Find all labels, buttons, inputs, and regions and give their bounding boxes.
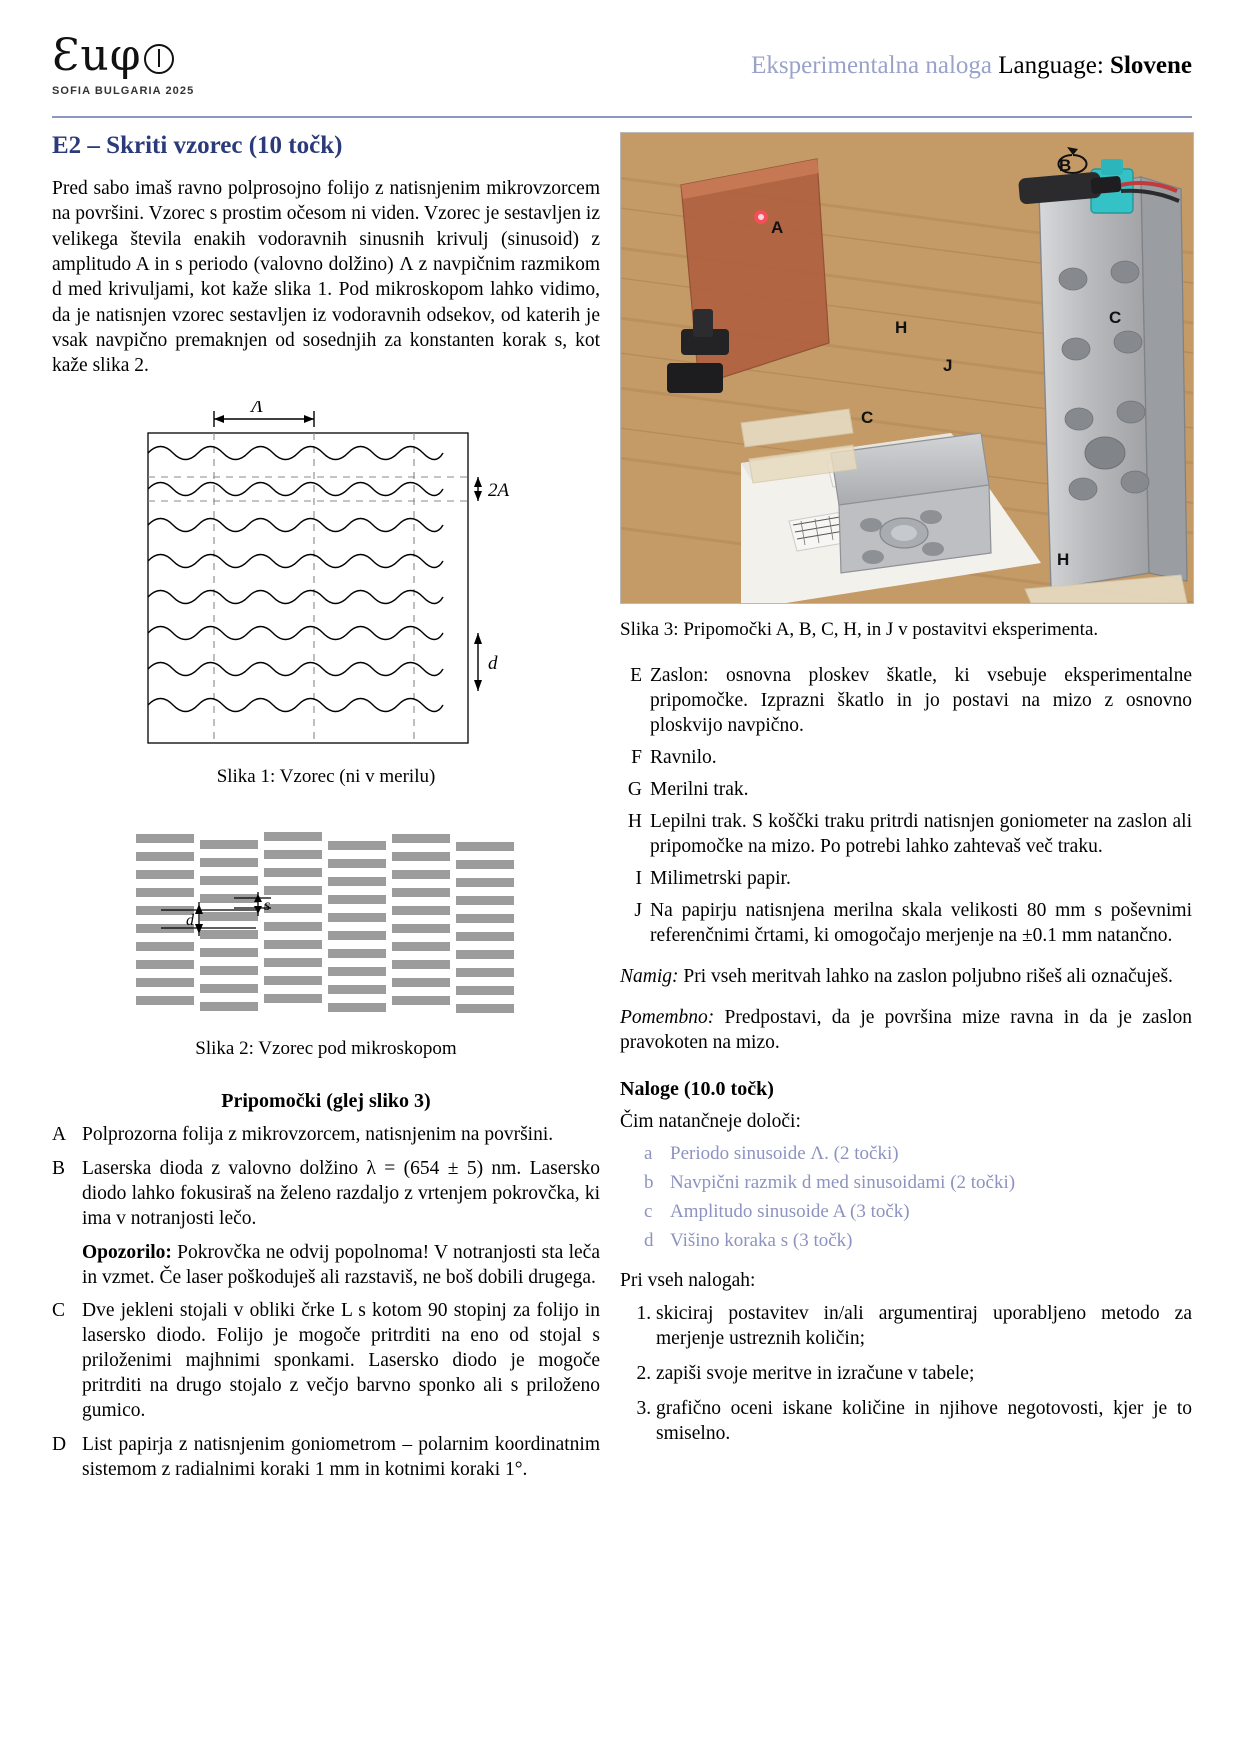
subtask-list (644, 1143, 1192, 1252)
requirement-item: 2. zapiši svoje meritve in izračune v tabele; (656, 1362, 1192, 1387)
figure-2-graphic (126, 828, 526, 1023)
photo-label-h-top: H (895, 318, 908, 337)
list-item (620, 778, 1192, 803)
language-value: Slovene (1110, 52, 1192, 79)
list-item-text: Milimetrski papir. (650, 867, 791, 889)
figure-3-caption: Slika 3: Pripomočki A, B, C, H, in J v postavitvi eksperimenta. (620, 619, 1099, 640)
important-text: Predpostavi, da je površina mize ravna in da je zaslon pravokoten na mizo. (620, 1006, 1193, 1053)
requirement-item: 1. skiciraj postavitev in/ali argumentiraj uporabljeno metodo za merjenje ustreznih količin; (656, 1302, 1192, 1352)
figure-1-label-lambda: Λ (251, 400, 263, 417)
subtask-item (644, 1172, 1192, 1194)
list-item-mark: D (52, 1434, 67, 1456)
tasks-heading: Naloge (10.0 točk) (620, 1077, 774, 1100)
important-block (620, 1006, 1192, 1056)
important-label: Pomembno: (620, 1006, 715, 1028)
logo-subtitle: SOFIA BULGARIA 2025 (52, 85, 195, 97)
logo-glyph (52, 30, 252, 81)
hint-label: Namig: (620, 965, 679, 987)
photo-label-c-right: C (1109, 308, 1122, 327)
photo-label-a: A (771, 218, 784, 237)
figure-1-label-2a: 2A (488, 479, 510, 501)
warning-block (52, 1241, 600, 1291)
logo-ring-icon (144, 44, 174, 74)
list-item (620, 664, 1192, 739)
photo-label-c-paper: C (861, 408, 874, 427)
apparatus-list-right (620, 664, 1192, 949)
list-item (52, 1433, 600, 1483)
list-item-text: Dve jekleni stojali v obliki črke L s kotom 90 stopinj za folijo in lasersko diodo. Folijo je mogoče pritrditi na eno od stojal s priloženimi majhnimi sponkami. Lasersko diodo je mogoče pritrditi na drugo stojalo z večjo barvno sponko ali s priloženo gumico. (82, 1300, 600, 1422)
list-item-mark: A (52, 1123, 67, 1145)
all-tasks-lead: Pri vseh nalogah: (620, 1269, 756, 1291)
subtask-item (644, 1201, 1192, 1223)
list-item-mark: H (627, 811, 642, 833)
list-item-text: Zaslon: osnovna ploskev škatle, ki vsebuje eksperimentalne pripomočke. Izprazni škatlo in jo postavi na mizo z osnovno ploskvijo navpično. (650, 665, 1192, 737)
figure-2-label-s: s (264, 896, 271, 914)
intro-paragraph: Pred sabo imaš ravno polprosojno folijo z natisnjenim mikrovzorcem na površini. Vzorec s prostim očesom ni viden. Vzorec je sestavljen iz velikega števila enakih vodoravnih sinusnih krivulj (sinusoid) z amplitudo A in s periodo (valovno dolžino) Λ z navpičnim razmikom d med krivuljami, kot kaže slika 1. Pod mikroskopom lahko vidimo, da je natisnjen vzorec sestavljen iz vodoravnih odsekov, od katerih je vsak navpično premaknjen od sosednjih za konstanten korak s, kot kaže slika 2. (52, 178, 600, 377)
list-item-mark: C (52, 1300, 66, 1322)
requirements-list (626, 1302, 1192, 1447)
photo-label-h-bottom: H (1057, 550, 1070, 569)
list-item-mark: G (627, 779, 642, 801)
requirement-item: 3. grafično oceni iskane količine in njihove negotovosti, kjer je to smiselno. (656, 1397, 1192, 1447)
subtask-mark: a (644, 1142, 653, 1164)
figure-2 (52, 828, 600, 1060)
list-item-text: Polprozorna folija z mikrovzorcem, natisnjenim na površini. (82, 1123, 554, 1145)
list-item (620, 746, 1192, 771)
tasks-lead: Čim natančneje določi: (620, 1110, 801, 1132)
list-item (620, 810, 1192, 860)
figure-1-label-d: d (488, 652, 498, 674)
logo-text: Ɛuφ (52, 30, 142, 81)
list-item (620, 899, 1192, 949)
logo (52, 30, 252, 97)
exam-label: Eksperimentalna naloga (751, 52, 993, 79)
figure-3-photo (620, 132, 1194, 604)
language-label: Language: (998, 52, 1104, 79)
list-item-mark: F (631, 747, 642, 769)
hint-block (620, 965, 1192, 990)
apparatus-list-left (52, 1123, 600, 1483)
subtask-text: Periodo sinusoide Λ. (2 točki) (670, 1142, 899, 1164)
list-item (620, 867, 1192, 892)
header-rule (52, 116, 1192, 118)
subtask-text: Navpični razmik d med sinusoidami (2 točki) (670, 1171, 1016, 1193)
figure-1 (52, 401, 600, 788)
warning-text: Pokrovčka ne odvij popolnoma! V notranjosti sta leča in vzmet. Če laser poškoduješ ali razstaviš, ne boš dobili drugega. (82, 1241, 600, 1288)
subtask-mark: d (644, 1229, 654, 1251)
list-item-text: Na papirju natisnjena merilna skala velikosti 80 mm s poševnimi referenčnimi črtami, ki omogočajo merjenje na ±0.1 mm natančno. (650, 899, 1192, 946)
photo-label-b: B (1059, 156, 1072, 175)
list-item-text: Merilni trak. (650, 779, 749, 801)
list-item-mark: B (52, 1157, 66, 1179)
list-item-text: List papirja z natisnjenim goniometrom – polarnim koordinatnim sistemom z radialnimi koraki 1 mm in kotnimi koraki 1°. (82, 1434, 600, 1481)
subtask-mark: c (644, 1200, 653, 1222)
figure-3-graphic (621, 133, 1193, 603)
list-item (52, 1123, 600, 1148)
figure-1-graphic (126, 401, 526, 751)
subtask-text: Amplitudo sinusoide A (3 točk) (670, 1200, 910, 1222)
right-column (620, 132, 1192, 1456)
figure-1-caption: Slika 1: Vzorec (ni v merilu) (216, 765, 436, 787)
list-item-mark: E (630, 665, 642, 687)
subtask-text: Višino koraka s (3 točk) (670, 1229, 853, 1251)
figure-2-label-d: d (186, 911, 194, 929)
apparatus-heading: Pripomočki (glej sliko 3) (221, 1089, 431, 1112)
list-item-mark: I (635, 867, 642, 889)
warning-label: Opozorilo: (82, 1241, 172, 1263)
subtask-item (644, 1230, 1192, 1252)
page-header (52, 30, 1192, 114)
page-title: E2 – Skriti vzorec (10 točk) (52, 132, 343, 159)
list-item-text: Lepilni trak. S koščki traku pritrdi natisnjen goniometer na zaslon ali pripomočke na mizo. Po potrebi lahko zahtevaš več traku. (650, 811, 1192, 858)
subtask-mark: b (644, 1171, 654, 1193)
figure-2-caption: Slika 2: Vzorec pod mikroskopom (195, 1037, 457, 1059)
list-item-text: Ravnilo. (650, 747, 717, 769)
list-item-mark: J (634, 899, 642, 921)
list-item (52, 1299, 600, 1424)
photo-label-j: J (943, 356, 953, 375)
left-column (52, 132, 600, 1492)
header-meta (751, 52, 1192, 80)
list-item-text: Laserska dioda z valovno dolžino λ = (654 ± 5) nm. Lasersko diodo lahko fokusiraš na želeno razdaljo z vrtenjem pokrovčka, ki ima v notranjosti lečo. (82, 1157, 600, 1229)
list-item (52, 1157, 600, 1232)
subtask-item (644, 1143, 1192, 1165)
hint-text: Pri vseh meritvah lahko na zaslon poljubno rišeš ali označuješ. (683, 965, 1173, 987)
